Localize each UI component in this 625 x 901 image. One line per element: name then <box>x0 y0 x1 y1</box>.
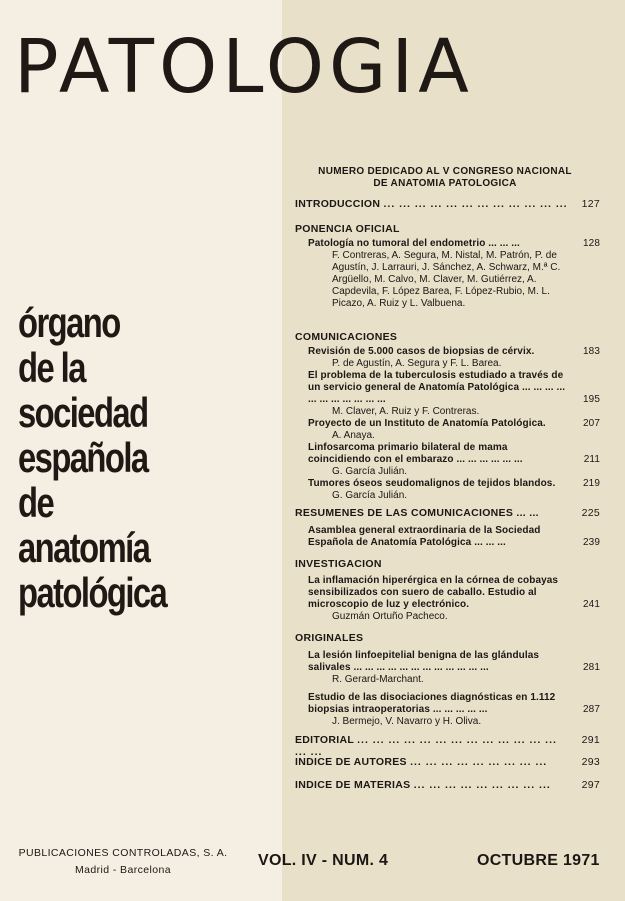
entry-title: La inflamación hiperérgica en la córnea de cobayas sensibilizados con suero de caballo. Estudio al microscopio de luz y electrónico. <box>308 575 559 610</box>
page-number: 281 <box>583 662 600 673</box>
page-number: 241 <box>583 599 600 610</box>
entry-authors: J. Bermejo, V. Navarro y H. Oliva. <box>332 716 482 727</box>
section-label: EDITORIAL <box>295 734 354 746</box>
dot-leader: ... ... ... ... ... ... ... ... ... ... ... ... ... ... ... <box>295 734 557 758</box>
dot-leader: ... ... ... ... ... ... ... ... ... <box>413 779 551 791</box>
society-name-line: sociedad <box>18 389 148 436</box>
dot-leader: ... ... ... ... ... ... ... ... ... <box>410 756 548 768</box>
page-number: 127 <box>581 198 600 210</box>
entry-title: Asamblea general extraordinaria de la Sociedad Española de Anatomía Patológica ... ... ... <box>308 525 541 548</box>
page-number: 293 <box>581 756 600 768</box>
society-name-line: de <box>18 479 54 526</box>
entry-title: El problema de la tuberculosis estudiado a través de un servicio general de Anatomía Patológica ... ... ... ... ... ... ... ... ... ... ... <box>308 370 566 405</box>
toc-entry <box>295 346 600 370</box>
toc-entry <box>295 650 600 686</box>
toc-entry <box>295 575 600 623</box>
journal-title: PATOLOGIA <box>14 30 474 104</box>
section-heading: ORIGINALES <box>295 632 364 644</box>
toc-comunicaciones <box>295 331 600 502</box>
toc-indice-materias <box>295 779 600 791</box>
entry-authors: R. Gerard-Marchant. <box>332 674 424 685</box>
section-label: INTRODUCCION <box>295 198 381 210</box>
toc-investigacion <box>295 558 600 623</box>
entry-title: Patología no tumoral del endometrio ... ... ... <box>308 238 520 249</box>
page-number: 195 <box>583 394 600 405</box>
publisher-cities: Madrid - Barcelona <box>75 864 171 876</box>
page-number: 207 <box>583 418 600 429</box>
toc-entry <box>295 692 600 728</box>
entry-authors: P. de Agustín, A. Segura y F. L. Barea. <box>332 358 502 369</box>
entry-title: La lesión linfoepitelial benigna de las glándulas salivales ... ... ... ... ... ... ... ... ... ... ... ... <box>308 650 540 673</box>
dedication <box>295 166 595 190</box>
entry-authors: G. García Julián. <box>332 490 408 501</box>
publisher <box>8 845 238 879</box>
entry-authors: Guzmán Ortuño Pacheco. <box>332 611 448 622</box>
page-number: 128 <box>583 238 600 249</box>
entry-authors: F. Contreras, A. Segura, M. Nistal, M. Patrón, P. de Agustín, J. Larrauri, J. Sánchez, A. Schwarz, M.ª C. Argüello, M. Calvo, M. Claver, M. Gutiérrez, A. Capdevila, F. López Barea, F. López-Rubio, M. L. Picazo, A. Ruiz y L. Valbuena. <box>332 250 561 309</box>
toc-originales <box>295 632 600 728</box>
entry-title: Revisión de 5.000 casos de biopsias de cérvix. <box>308 346 535 357</box>
section-heading: COMUNICACIONES <box>295 331 398 343</box>
society-name-line: patológica <box>18 569 167 616</box>
page-number: 211 <box>583 454 600 465</box>
page-number: 297 <box>581 779 600 791</box>
dedication-line: DE ANATOMIA PATOLOGICA <box>373 178 517 189</box>
page-number: 239 <box>583 537 600 548</box>
entry-authors: M. Claver, A. Ruiz y F. Contreras. <box>332 406 480 417</box>
page-number: 183 <box>583 346 600 357</box>
toc-entry <box>295 525 600 549</box>
page-number: 219 <box>583 478 600 489</box>
society-name-line: de la <box>18 344 85 391</box>
page-number: 225 <box>581 507 600 519</box>
toc-entry <box>295 238 600 310</box>
entry-title: Tumores óseos seudomalignos de tejidos blandos. <box>308 478 556 489</box>
toc-indice-autores <box>295 756 600 768</box>
toc-entry <box>295 370 600 418</box>
section-heading: PONENCIA OFICIAL <box>295 223 400 235</box>
entry-authors: A. Anaya. <box>332 430 375 441</box>
publisher-name: PUBLICACIONES CONTROLADAS, S. A. <box>18 847 228 859</box>
entry-title: Linfosarcoma primario bilateral de mama coincidiendo con el embarazo ... ... ... ... ... ... <box>308 442 523 465</box>
toc-entry <box>295 478 600 502</box>
toc-editorial <box>295 734 600 758</box>
section-label: INDICE DE AUTORES <box>295 756 407 768</box>
section-label: INDICE DE MATERIAS <box>295 779 411 791</box>
issue-date: OCTUBRE 1971 <box>477 852 600 869</box>
volume-number: VOL. IV - NUM. 4 <box>258 852 389 869</box>
section-label: RESUMENES DE LAS COMUNICACIONES ... ... <box>295 507 539 519</box>
entry-authors: G. García Julián. <box>332 466 408 477</box>
page-number: 291 <box>581 734 600 746</box>
society-name <box>18 300 221 615</box>
toc-resumenes <box>295 507 600 549</box>
section-heading: INVESTIGACION <box>295 558 382 570</box>
entry-title: Proyecto de un Instituto de Anatomía Patológica. <box>308 418 546 429</box>
toc-ponencia <box>295 223 600 310</box>
society-name-line: anatomía <box>18 524 150 571</box>
society-name-line: española <box>18 434 148 481</box>
entry-title: Estudio de las disociaciones diagnósticas en 1.112 biopsias intraoperatorias ... ... ... ... ... <box>308 692 556 715</box>
toc-entry <box>295 418 600 442</box>
dedication-line: NUMERO DEDICADO AL V CONGRESO NACIONAL <box>318 166 572 177</box>
dot-leader: ... ... ... ... ... ... ... ... ... ... ... ... <box>383 198 568 210</box>
society-name-line: órgano <box>18 299 120 346</box>
page-number: 287 <box>583 704 600 715</box>
toc-entry <box>295 442 600 478</box>
toc-introduccion <box>295 198 600 210</box>
